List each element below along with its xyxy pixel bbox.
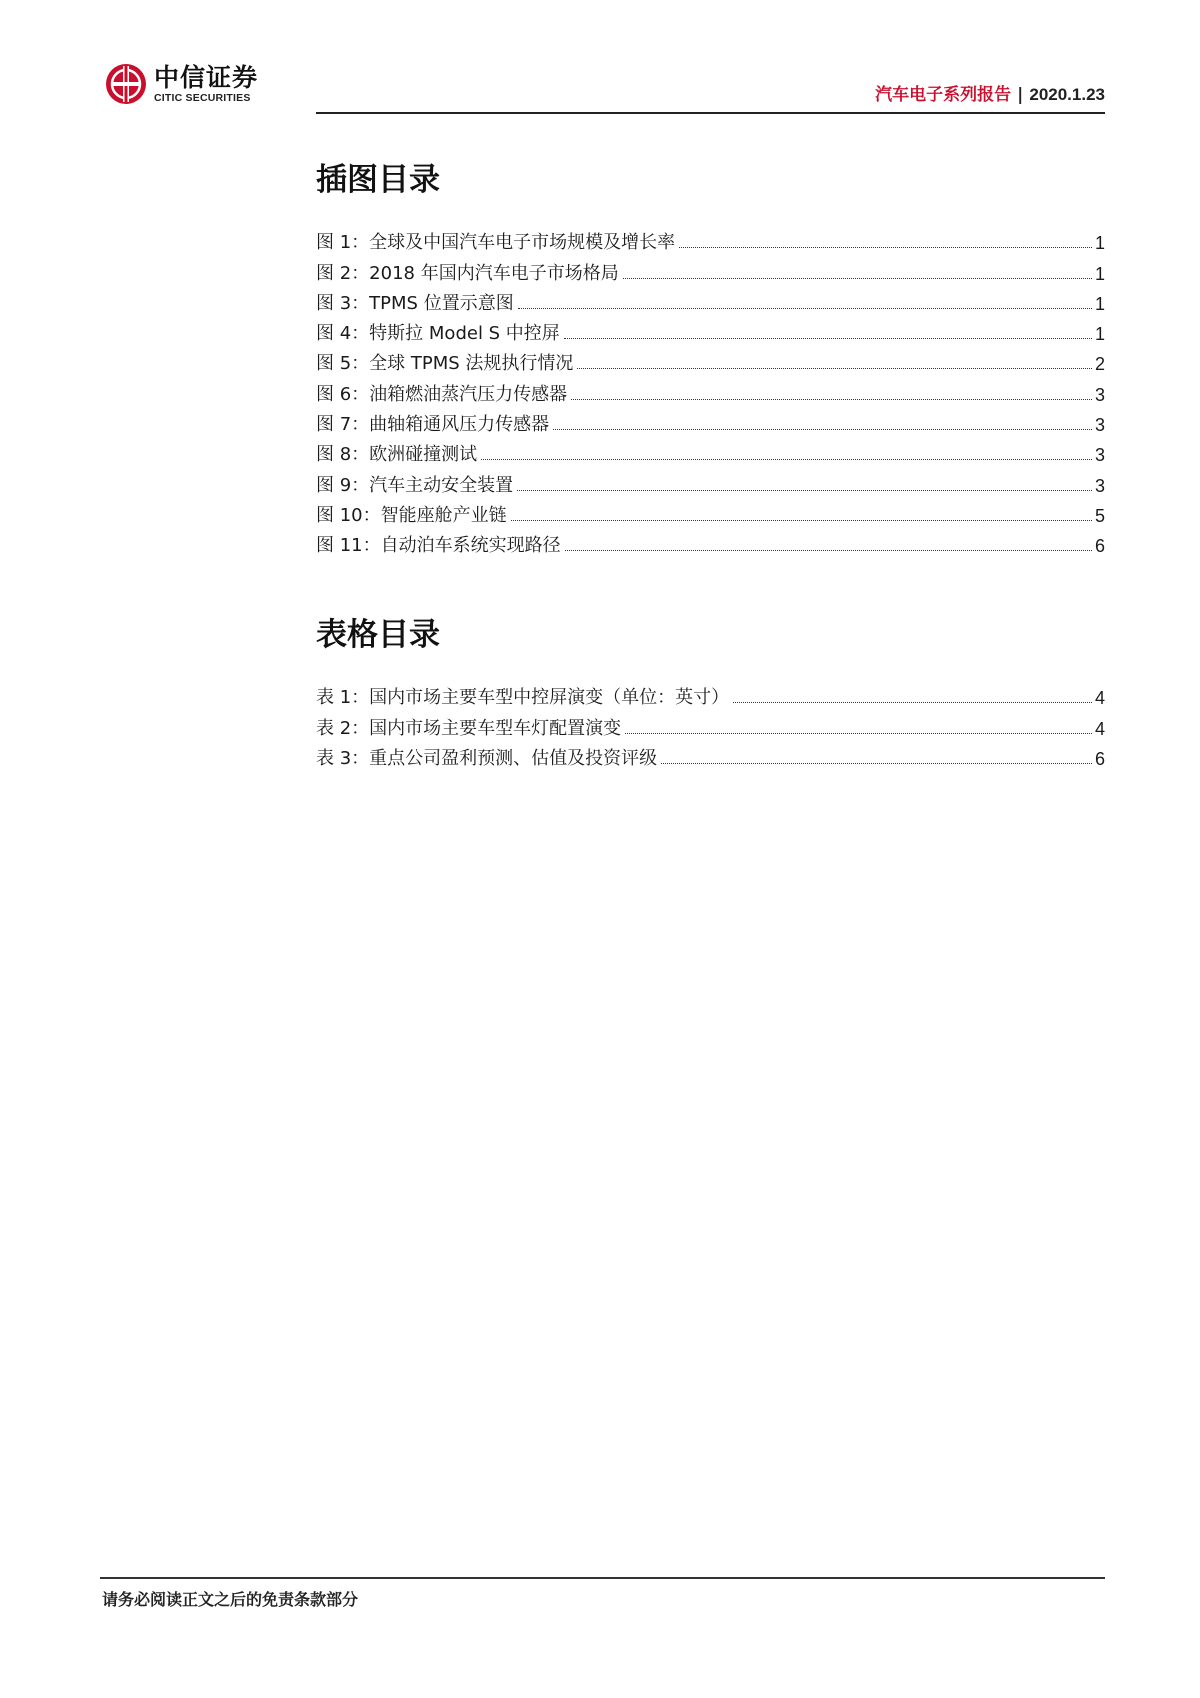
toc-dot-leader bbox=[577, 368, 1092, 369]
tables-toc-entry[interactable] bbox=[316, 679, 1105, 709]
logo-english-name: CITIC SECURITIES bbox=[154, 92, 251, 104]
toc-entry-label: 图 2：2018 年国内汽车电子市场格局 bbox=[316, 262, 619, 284]
header-separator: | bbox=[1017, 85, 1024, 105]
toc-entry-page-number: 6 bbox=[1094, 536, 1105, 557]
toc-entry-page-number: 2 bbox=[1094, 354, 1105, 375]
figures-toc-entry[interactable] bbox=[316, 406, 1105, 436]
toc-entry-page-number: 3 bbox=[1094, 475, 1105, 496]
toc-entry-label: 表 3：重点公司盈利预测、估值及投资评级 bbox=[316, 747, 658, 769]
toc-entry-label: 图 7：曲轴箱通风压力传感器 bbox=[316, 414, 550, 436]
toc-entry-page-number: 3 bbox=[1094, 415, 1105, 436]
toc-entry-page-number: 1 bbox=[1094, 233, 1105, 254]
toc-entry-label: 表 2：国内市场主要车型车灯配置演变 bbox=[316, 717, 622, 739]
toc-dot-leader bbox=[481, 459, 1092, 460]
footer-disclaimer: 请务必阅读正文之后的免责条款部分 bbox=[102, 1590, 359, 1609]
figures-toc-title: 插图目录 bbox=[316, 162, 440, 198]
figures-toc-entry[interactable] bbox=[316, 315, 1105, 345]
toc-entry-label: 图 6：油箱燃油蒸汽压力传感器 bbox=[316, 383, 568, 405]
figures-toc-entry[interactable] bbox=[316, 285, 1105, 315]
toc-entry-label: 图 10：智能座舱产业链 bbox=[316, 504, 507, 526]
tables-toc-entry[interactable] bbox=[316, 709, 1105, 739]
toc-entry-page-number: 1 bbox=[1094, 263, 1105, 284]
toc-entry-label: 图 5：全球 TPMS 法规执行情况 bbox=[316, 353, 574, 375]
toc-entry-label: 图 11：自动泊车系统实现路径 bbox=[316, 535, 561, 557]
citic-logo-icon bbox=[104, 62, 148, 106]
toc-dot-leader bbox=[553, 429, 1092, 430]
company-logo bbox=[104, 62, 258, 106]
toc-dot-leader bbox=[679, 247, 1092, 248]
figures-toc-entry[interactable] bbox=[316, 436, 1105, 466]
figures-toc-entry[interactable] bbox=[316, 497, 1105, 527]
figures-toc-list bbox=[316, 224, 1105, 557]
toc-entry-label: 图 8：欧洲碰撞测试 bbox=[316, 444, 478, 466]
toc-entry-label: 图 3：TPMS 位置示意图 bbox=[316, 292, 514, 314]
toc-dot-leader bbox=[661, 763, 1092, 764]
figures-toc-entry[interactable] bbox=[316, 254, 1105, 284]
tables-toc-entry[interactable] bbox=[316, 740, 1105, 770]
toc-entry-label: 图 9：汽车主动安全装置 bbox=[316, 474, 514, 496]
toc-dot-leader bbox=[625, 733, 1092, 734]
tables-toc-title: 表格目录 bbox=[316, 617, 440, 653]
figures-toc-entry[interactable] bbox=[316, 466, 1105, 496]
toc-entry-page-number: 3 bbox=[1094, 384, 1105, 405]
toc-entry-page-number: 5 bbox=[1094, 505, 1105, 526]
figures-toc-entry[interactable] bbox=[316, 345, 1105, 375]
toc-dot-leader bbox=[517, 490, 1092, 491]
toc-dot-leader bbox=[564, 338, 1092, 339]
toc-dot-leader bbox=[511, 520, 1092, 521]
report-header-info bbox=[875, 84, 1105, 106]
toc-entry-page-number: 6 bbox=[1094, 748, 1105, 769]
toc-dot-leader bbox=[565, 550, 1092, 551]
toc-dot-leader bbox=[518, 308, 1092, 309]
toc-entry-label: 表 1：国内市场主要车型中控屏演变（单位：英寸） bbox=[316, 687, 730, 709]
toc-dot-leader bbox=[623, 278, 1092, 279]
toc-entry-page-number: 1 bbox=[1094, 293, 1105, 314]
toc-entry-page-number: 1 bbox=[1094, 324, 1105, 345]
toc-dot-leader bbox=[733, 702, 1092, 703]
toc-entry-label: 图 1：全球及中国汽车电子市场规模及增长率 bbox=[316, 232, 676, 254]
tables-toc-list bbox=[316, 679, 1105, 770]
figures-toc-entry[interactable] bbox=[316, 375, 1105, 405]
figures-toc-entry[interactable] bbox=[316, 527, 1105, 557]
toc-entry-page-number: 4 bbox=[1094, 688, 1105, 709]
report-series: 汽车电子系列报告 bbox=[875, 85, 1012, 105]
footer-divider bbox=[100, 1577, 1105, 1579]
figures-toc-entry[interactable] bbox=[316, 224, 1105, 254]
toc-dot-leader bbox=[571, 399, 1092, 400]
report-date: 2020.1.23 bbox=[1029, 85, 1105, 104]
header-divider bbox=[316, 112, 1105, 114]
toc-entry-page-number: 3 bbox=[1094, 445, 1105, 466]
toc-entry-page-number: 4 bbox=[1094, 718, 1105, 739]
toc-entry-label: 图 4：特斯拉 Model S 中控屏 bbox=[316, 323, 560, 345]
logo-chinese-name: 中信证券 bbox=[154, 63, 259, 92]
